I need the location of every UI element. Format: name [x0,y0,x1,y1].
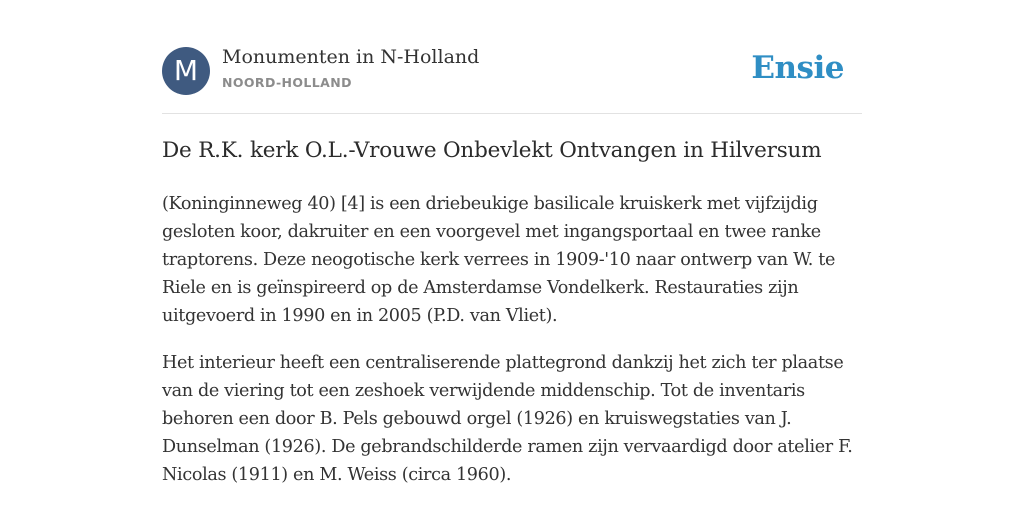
brand-logo[interactable]: Ensie [751,50,844,86]
divider [162,113,862,114]
article-title: De R.K. kerk O.L.-Vrouwe Onbevlekt Ontvangen in Hilversum [162,138,822,163]
source-title[interactable]: Monumenten in N-Holland [222,46,480,68]
article-body [162,190,862,508]
paragraph: (Koninginneweg 40) [4] is een driebeukige basilicale kruiskerk met vijfzijdig gesloten koor, dakruiter en een voorgevel met ingangsportaal en twee ranke traptorens. Deze neogotische kerk verrees in 1909-'10 naar ontwerp van W. te Riele en is geïnspireerd op de Amsterdamse Vondelkerk. Restauraties zijn uitgevoerd in 1990 en in 2005 (P.D. van Vliet). [162,194,836,326]
header [162,46,862,96]
source-region[interactable]: NOORD-HOLLAND [222,75,352,90]
avatar[interactable]: M [162,47,210,95]
paragraph: Het interieur heeft een centraliserende plattegrond dankzij het zich ter plaatse van de viering tot een zeshoek verwijdende middenschip. Tot de inventaris behoren een door B. Pels gebouwd orgel (1926) en kruiswegstaties van J. Dunselman (1926). De gebrandschilderde ramen zijn vervaardigd door atelier F. Nicolas (1911) en M. Weiss (circa 1960). [162,353,853,485]
